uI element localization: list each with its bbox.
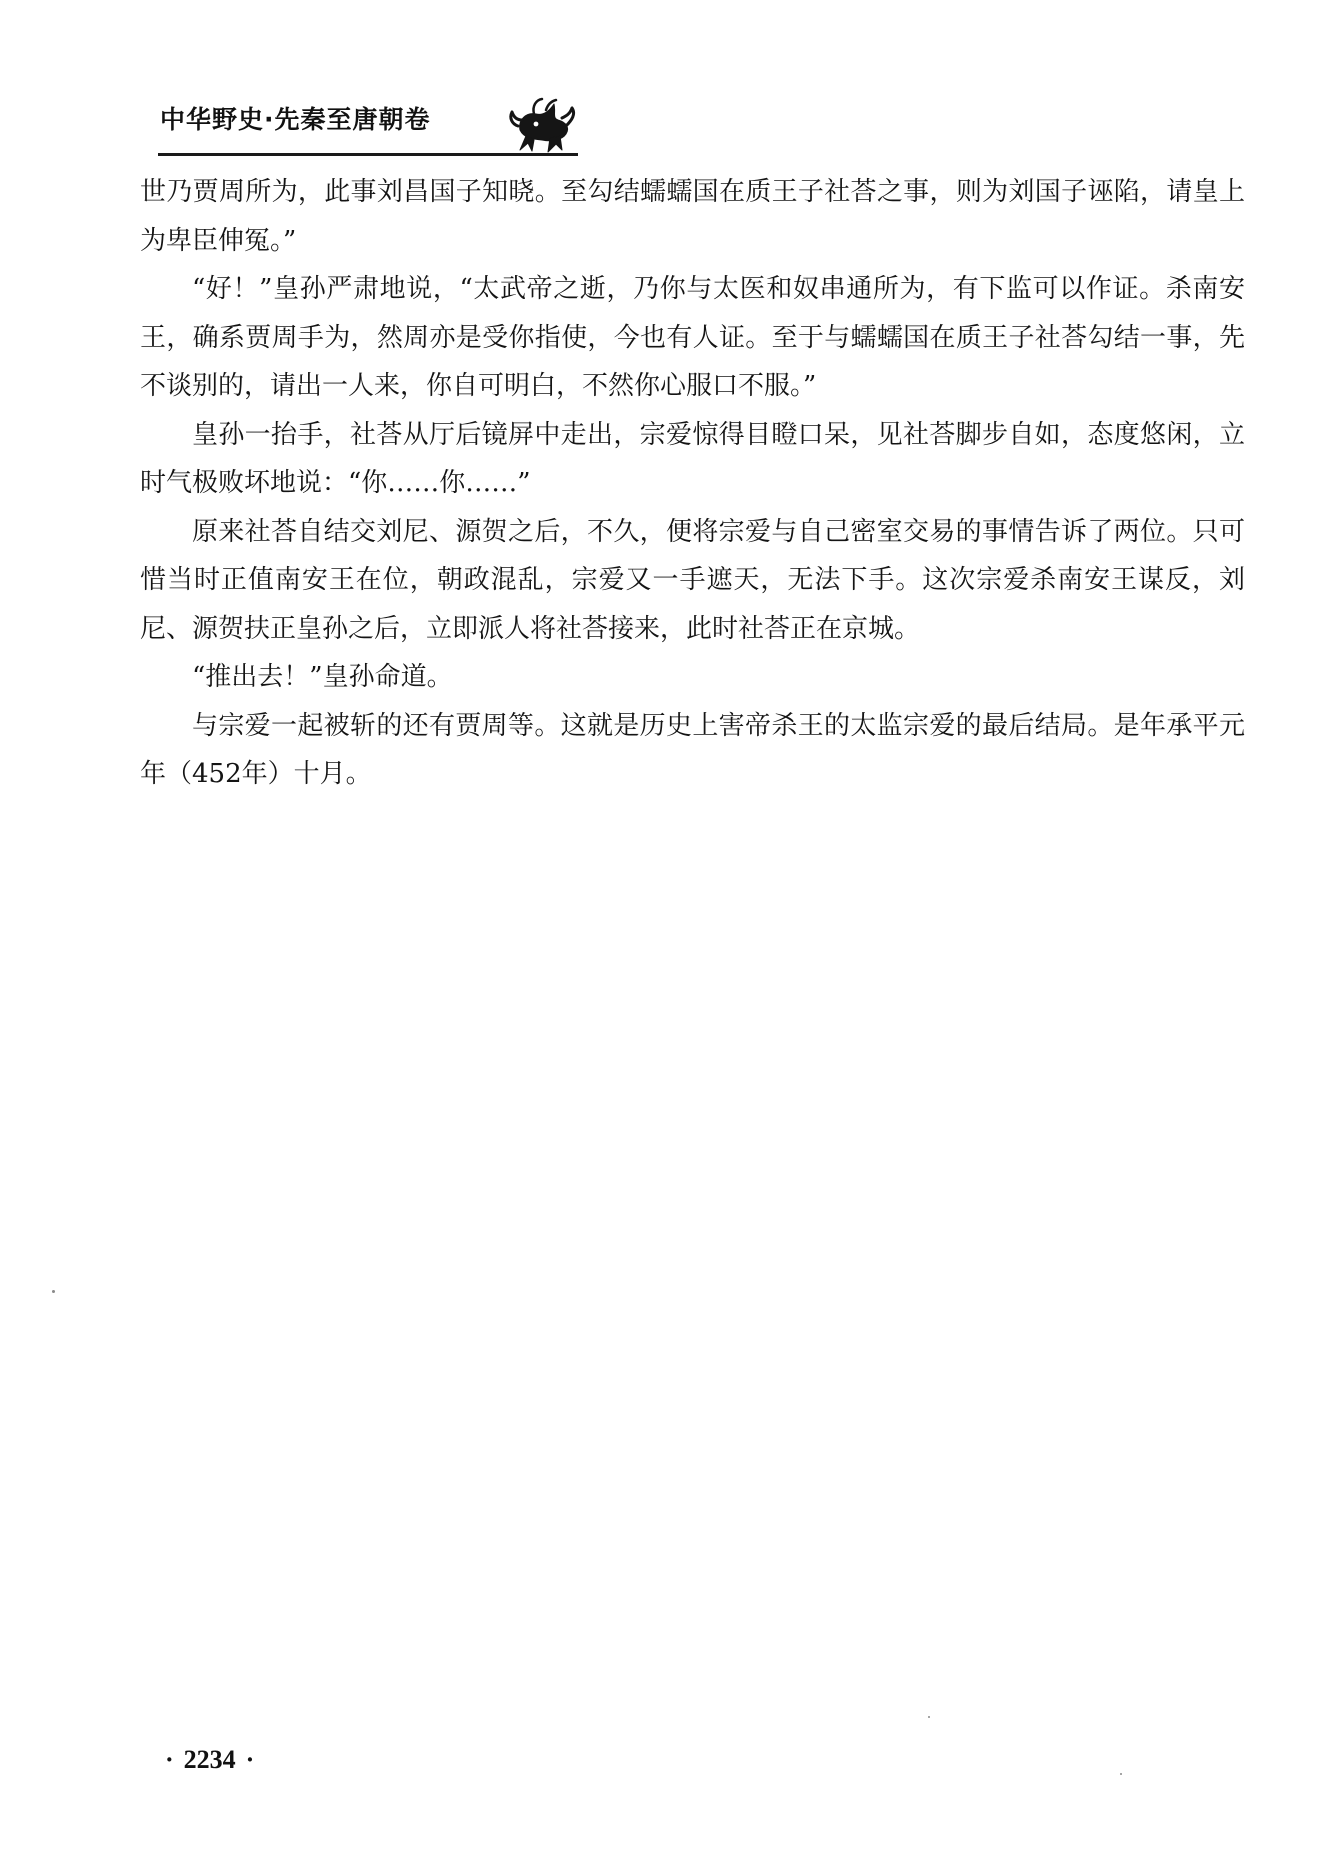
paragraph: 与宗爱一起被斩的还有贾周等。这就是历史上害帝杀王的太监宗爱的最后结局。是年承平元年（452年）十月。 — [140, 710, 1245, 789]
dragon-ornament-icon — [506, 96, 578, 154]
paragraph: 世乃贾周所为，此事刘昌国子知晓。至勾结蠕蠕国在质王子社荅之事，则为刘国子诬陷，请皇上为卑臣伸冤。” — [140, 177, 1245, 256]
page-number-footer — [155, 1745, 264, 1775]
page-number: 2234 — [183, 1745, 236, 1774]
paragraph: “好！”皇孙严肃地说，“太武帝之逝，乃你与太医和奴串通所为，有下监可以作证。杀南安王，确系贾周手为，然周亦是受你指使，今也有人证。至于与蠕蠕国在质王子社荅勾结一事，先不谈别的，请出一人来，你自可明白，不然你心服口不服。” — [140, 274, 1245, 401]
scan-speck — [52, 1290, 55, 1293]
paragraph: 原来社荅自结交刘尼、源贺之后，不久，便将宗爱与自己密室交易的事情告诉了两位。只可惜当时正值南安王在位，朝政混乱，宗爱又一手遮天，无法下手。这次宗爱杀南安王谋反，刘尼、源贺扶正皇孙之后，立即派人将社荅接来，此时社荅正在京城。 — [140, 516, 1245, 644]
folio-dot-right: · — [245, 1745, 255, 1774]
body-text — [140, 168, 1245, 799]
running-title: 中华野史·先秦至唐朝卷 — [160, 105, 431, 134]
scan-speck — [928, 1716, 930, 1718]
scan-speck — [1120, 1773, 1122, 1775]
paragraph: 皇孙一抬手，社荅从厅后镜屏中走出，宗爱惊得目瞪口呆，见社荅脚步自如，态度悠闲，立时气极败坏地说：“你……你……” — [140, 419, 1245, 498]
paragraph: “推出去！”皇孙命道。 — [192, 662, 453, 692]
header-rule — [158, 153, 578, 156]
folio-dot-left: · — [165, 1745, 174, 1774]
